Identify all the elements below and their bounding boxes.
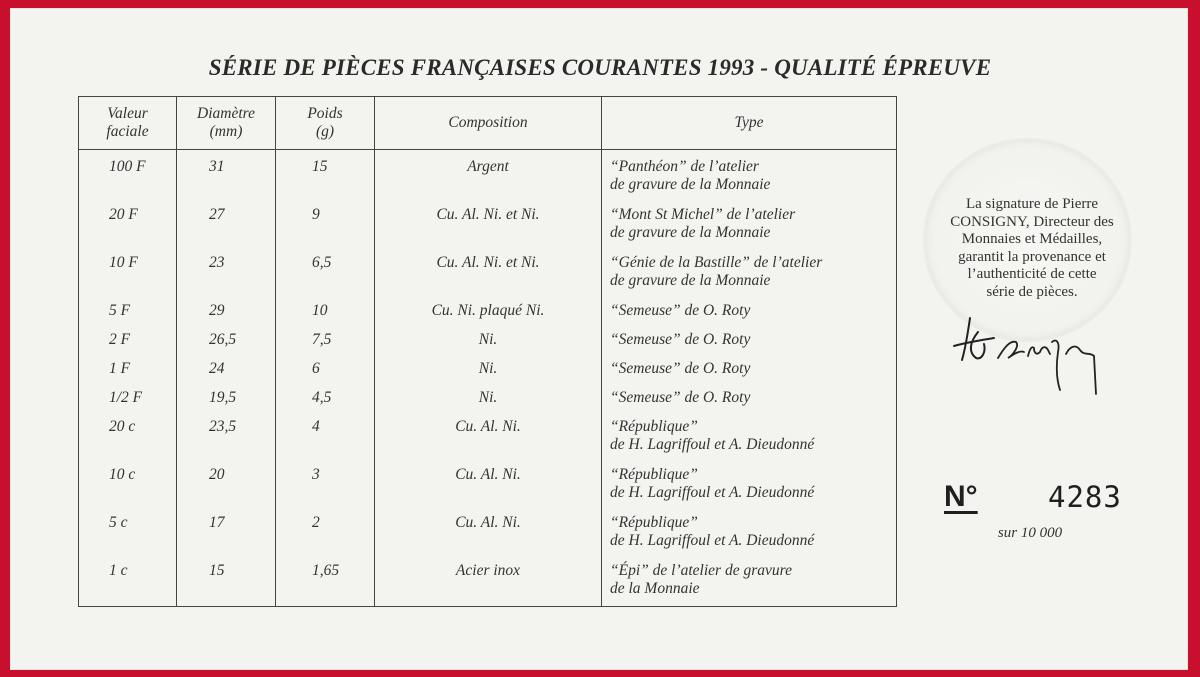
- cell-type: [602, 250, 897, 298]
- cell-diametre: 15: [177, 558, 276, 607]
- cell-type: [602, 385, 897, 414]
- cell-type: [602, 327, 897, 356]
- cell-diametre: 26,5: [177, 327, 276, 356]
- cell-composition: Cu. Al. Ni.: [375, 414, 602, 462]
- cell-composition: Ni.: [375, 327, 602, 356]
- cell-valeur: 20 c: [79, 414, 177, 462]
- type-line: de la Monnaie: [610, 580, 700, 597]
- type-line: de gravure de la Monnaie: [610, 176, 771, 193]
- type-line: “Semeuse” de O. Roty: [610, 389, 751, 406]
- cell-valeur: 100 F: [79, 150, 177, 203]
- cell-composition: Ni.: [375, 385, 602, 414]
- type-line: de H. Lagriffoul et A. Dieudonné: [610, 436, 815, 453]
- cell-type: [602, 202, 897, 250]
- type-line: “République”: [610, 514, 698, 531]
- type-line: “République”: [610, 466, 698, 483]
- cell-poids: 15: [276, 150, 375, 203]
- header-diametre: Diamètre (mm): [177, 97, 276, 150]
- cell-diametre: 27: [177, 202, 276, 250]
- handwritten-signature: [948, 312, 1108, 396]
- cell-poids: 4,5: [276, 385, 375, 414]
- table-row: [79, 298, 897, 327]
- cell-poids: 10: [276, 298, 375, 327]
- cell-type: [602, 298, 897, 327]
- cell-poids: 3: [276, 462, 375, 510]
- type-line: “Semeuse” de O. Roty: [610, 302, 751, 319]
- type-line: “Semeuse” de O. Roty: [610, 331, 751, 348]
- edition-total: sur 10 000: [997, 525, 1063, 541]
- type-line: “République”: [610, 418, 698, 435]
- cell-diametre: 31: [177, 150, 276, 203]
- cell-type: [602, 558, 897, 607]
- cell-type: [602, 510, 897, 558]
- table-row: [79, 510, 897, 558]
- table-header-row: [79, 97, 897, 150]
- cell-poids: 4: [276, 414, 375, 462]
- table-row: [79, 202, 897, 250]
- table-row: [79, 150, 897, 203]
- type-line: de H. Lagriffoul et A. Dieudonné: [610, 532, 815, 549]
- cell-diametre: 17: [177, 510, 276, 558]
- cell-composition: Acier inox: [375, 558, 602, 607]
- table-row: [79, 250, 897, 298]
- cell-diametre: 23: [177, 250, 276, 298]
- cell-composition: Cu. Al. Ni. et Ni.: [375, 250, 602, 298]
- coin-table-body: [79, 150, 897, 607]
- type-line: de gravure de la Monnaie: [610, 272, 771, 289]
- cell-valeur: 20 F: [79, 202, 177, 250]
- cell-type: [602, 356, 897, 385]
- cell-poids: 2: [276, 510, 375, 558]
- number-label: N°: [944, 480, 978, 513]
- cell-type: [602, 414, 897, 462]
- cell-valeur: 10 F: [79, 250, 177, 298]
- cell-diametre: 20: [177, 462, 276, 510]
- cell-diametre: 29: [177, 298, 276, 327]
- table-row: [79, 462, 897, 510]
- cell-valeur: 5 c: [79, 510, 177, 558]
- cell-valeur: 5 F: [79, 298, 177, 327]
- cell-diametre: 19,5: [177, 385, 276, 414]
- table-row: [79, 327, 897, 356]
- header-composition: Composition: [375, 97, 602, 150]
- table-row: [79, 414, 897, 462]
- coin-table: [78, 96, 897, 607]
- cell-composition: Argent: [375, 150, 602, 203]
- type-line: de gravure de la Monnaie: [610, 224, 771, 241]
- type-line: “Semeuse” de O. Roty: [610, 360, 751, 377]
- cell-diametre: 23,5: [177, 414, 276, 462]
- cell-composition: Cu. Al. Ni.: [375, 462, 602, 510]
- cell-type: [602, 150, 897, 203]
- cell-valeur: 1/2 F: [79, 385, 177, 414]
- cell-composition: Cu. Al. Ni. et Ni.: [375, 202, 602, 250]
- cell-poids: 9: [276, 202, 375, 250]
- cell-composition: Ni.: [375, 356, 602, 385]
- type-line: “Panthéon” de l’atelier: [610, 158, 759, 175]
- cell-poids: 7,5: [276, 327, 375, 356]
- type-line: de H. Lagriffoul et A. Dieudonné: [610, 484, 815, 501]
- header-valeur: Valeur faciale: [79, 97, 177, 150]
- cell-poids: 6,5: [276, 250, 375, 298]
- cell-valeur: 1 F: [79, 356, 177, 385]
- table-row: [79, 356, 897, 385]
- type-line: “Épi” de l’atelier de gravure: [610, 562, 792, 579]
- table-row: [79, 385, 897, 414]
- cell-diametre: 24: [177, 356, 276, 385]
- cell-poids: 6: [276, 356, 375, 385]
- serial-number: 4283: [1048, 480, 1122, 514]
- cell-valeur: 10 c: [79, 462, 177, 510]
- cell-poids: 1,65: [276, 558, 375, 607]
- guarantee-text: La signature de Pierre CONSIGNY, Directeur des Monnaies et Médailles, garantit la provenance et l’authenticité de cette série de pièces.: [950, 196, 1114, 300]
- cell-valeur: 2 F: [79, 327, 177, 356]
- cell-type: [602, 462, 897, 510]
- certificate-title: SÉRIE DE PIÈCES FRANÇAISES COURANTES 1993 - QUALITÉ ÉPREUVE: [208, 55, 992, 80]
- table-row: [79, 558, 897, 607]
- cell-composition: Cu. Ni. plaqué Ni.: [375, 298, 602, 327]
- cell-valeur: 1 c: [79, 558, 177, 607]
- header-poids: Poids (g): [276, 97, 375, 150]
- type-line: “Mont St Michel” de l’atelier: [610, 206, 796, 223]
- type-line: “Génie de la Bastille” de l’atelier: [610, 254, 823, 271]
- cell-composition: Cu. Al. Ni.: [375, 510, 602, 558]
- header-type: Type: [602, 97, 897, 150]
